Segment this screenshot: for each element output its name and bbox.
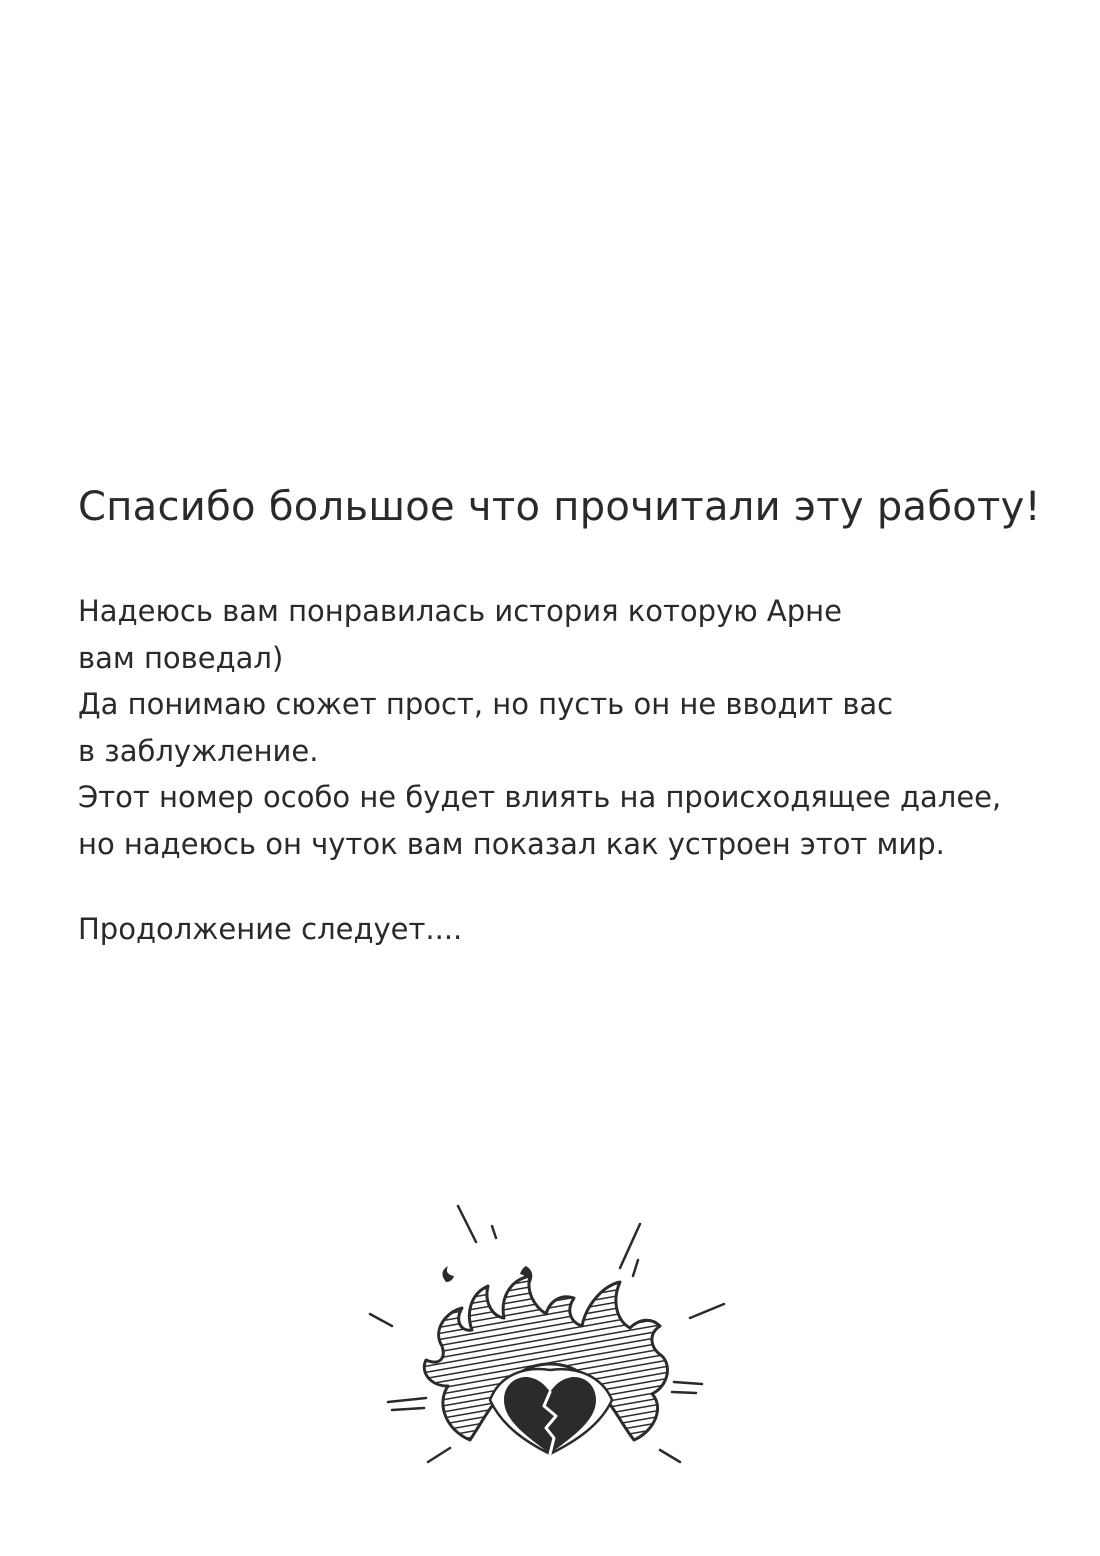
closing-line: Продолжение следует.... — [78, 912, 463, 946]
message-line: в заблужление. — [78, 733, 319, 768]
message-body — [78, 588, 1078, 867]
message-line: вам поведал) — [78, 640, 284, 675]
message-line: но надеюсь он чуток вам показал как устроен этот мир. — [78, 826, 945, 861]
message-line: Этот номер особо не будет влиять на происходящее далее, — [78, 780, 1002, 814]
page-title: Спасибо большое что прочитали эту работу! — [78, 484, 1041, 530]
message-line: Да понимаю сюжет прост, но пусть он не вводит вас — [78, 687, 894, 721]
burning-broken-heart-icon — [350, 1190, 750, 1490]
message-line: Надеюсь вам понравилась история которую Арне — [78, 594, 842, 628]
